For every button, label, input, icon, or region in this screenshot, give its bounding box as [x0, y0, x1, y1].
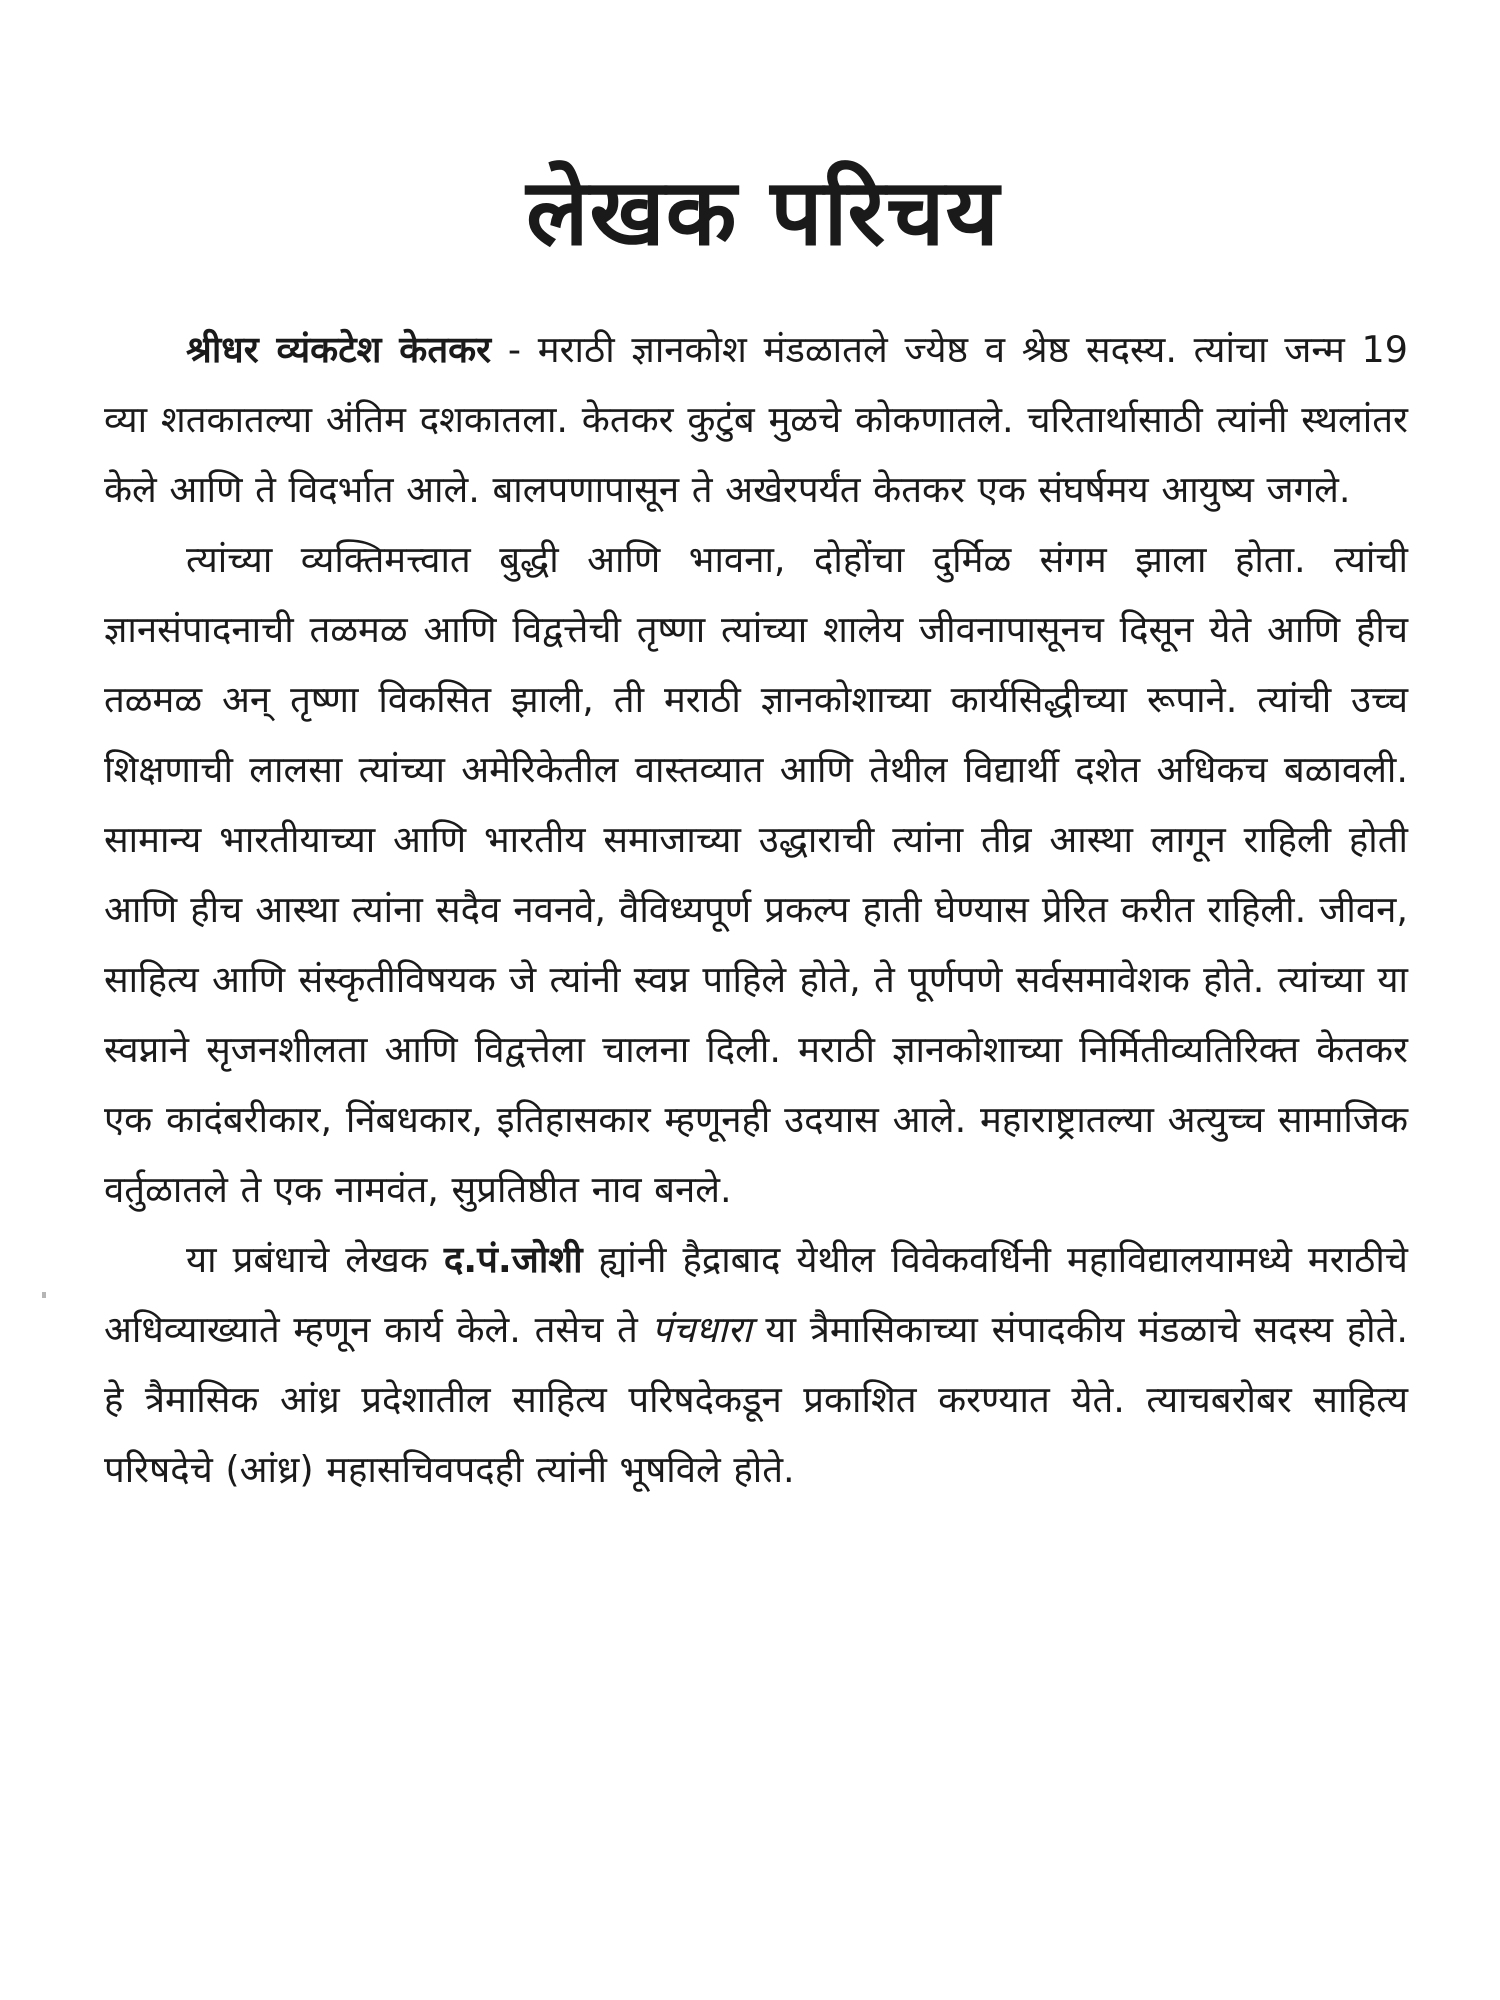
paragraph-ketkar-personality	[104, 525, 1408, 1225]
scan-speck	[42, 1292, 46, 1298]
author-name-ketkar: श्रीधर व्यंकटेश केतकर	[186, 328, 492, 372]
paragraph-joshi-author	[104, 1225, 1408, 1505]
paragraph-text-before: या प्रबंधाचे लेखक	[186, 1238, 444, 1282]
paragraph-text: त्यांच्या व्यक्तिमत्त्वात बुद्धी आणि भावना, दोहोंचा दुर्मिळ संगम झाला होता. त्यांची ज्ञानसंपादनाची तळमळ आणि विद्वत्तेची तृष्णा त्यांच्या शालेय जीवनापासूनच दिसून येते आणि हीच तळमळ अन् तृष्णा विकसित झाली, ती मराठी ज्ञानकोशाच्या कार्यसिद्धीच्या रूपाने. त्यांची उच्च शिक्षणाची लालसा त्यांच्या अमेरिकेतील वास्तव्यात आणि तेथील विद्यार्थी दशेत अधिकच बळावली. सामान्य भारतीयाच्या आणि भारतीय समाजाच्या उद्धाराची त्यांना तीव्र आस्था लागून राहिली होती आणि हीच आस्था त्यांना सदैव नवनवे, वैविध्यपूर्ण प्रकल्प हाती घेण्यास प्रेरित करीत राहिली. जीवन, साहित्य आणि संस्कृतीविषयक जे त्यांनी स्वप्न पाहिले होते, ते पूर्णपणे सर्वसमावेशक होते. त्यांच्या या स्वप्नाने सृजनशीलता आणि विद्वत्तेला चालना दिली. मराठी ज्ञानकोशाच्या निर्मितीव्यतिरिक्त केतकर एक कादंबरीकार, निंबधकार, इतिहासकार म्हणूनही उदयास आले. महाराष्ट्रातल्या अत्युच्च सामाजिक वर्तुळातले ते एक नामवंत, सुप्रतिष्ठीत नाव बनले.	[104, 538, 1408, 1212]
paragraph-text-after: या त्रैमासिकाच्या संपादकीय मंडळाचे सदस्य होते. हे त्रैमासिक आंध्र प्रदेशातील साहित्य परिषदेकडून प्रकाशित करण्यात येते. त्याचबरोबर साहित्य परिषदेचे (आंध्र) महासचिवपदही त्यांनी भूषविले होते.	[104, 1308, 1408, 1492]
paragraph-text: - मराठी ज्ञानकोश मंडळातले ज्येष्ठ व श्रेष्ठ सदस्य. त्यांचा जन्म 19 व्या शतकातल्या अंतिम दशकातला. केतकर कुटुंब मुळचे कोकणातले. चरितार्थासाठी त्यांनी स्थलांतर केले आणि ते विदर्भात आले. बालपणापासून ते अखेरपर्यंत केतकर एक संघर्षमय आयुष्य जगले.	[104, 328, 1409, 512]
paragraph-ketkar-intro	[104, 315, 1408, 525]
page-title: लेखक परिचय	[526, 159, 1000, 266]
author-name-joshi: द.पं.जोशी	[443, 1238, 583, 1282]
magazine-name: पंचधारा	[651, 1308, 752, 1352]
paragraph-text-middle: ह्यांनी हैद्राबाद येथील विवेकवर्धिनी महाविद्यालयामध्ये मराठीचे अधिव्याख्याते म्हणून कार्य केले. तसेच ते	[104, 1238, 1408, 1352]
